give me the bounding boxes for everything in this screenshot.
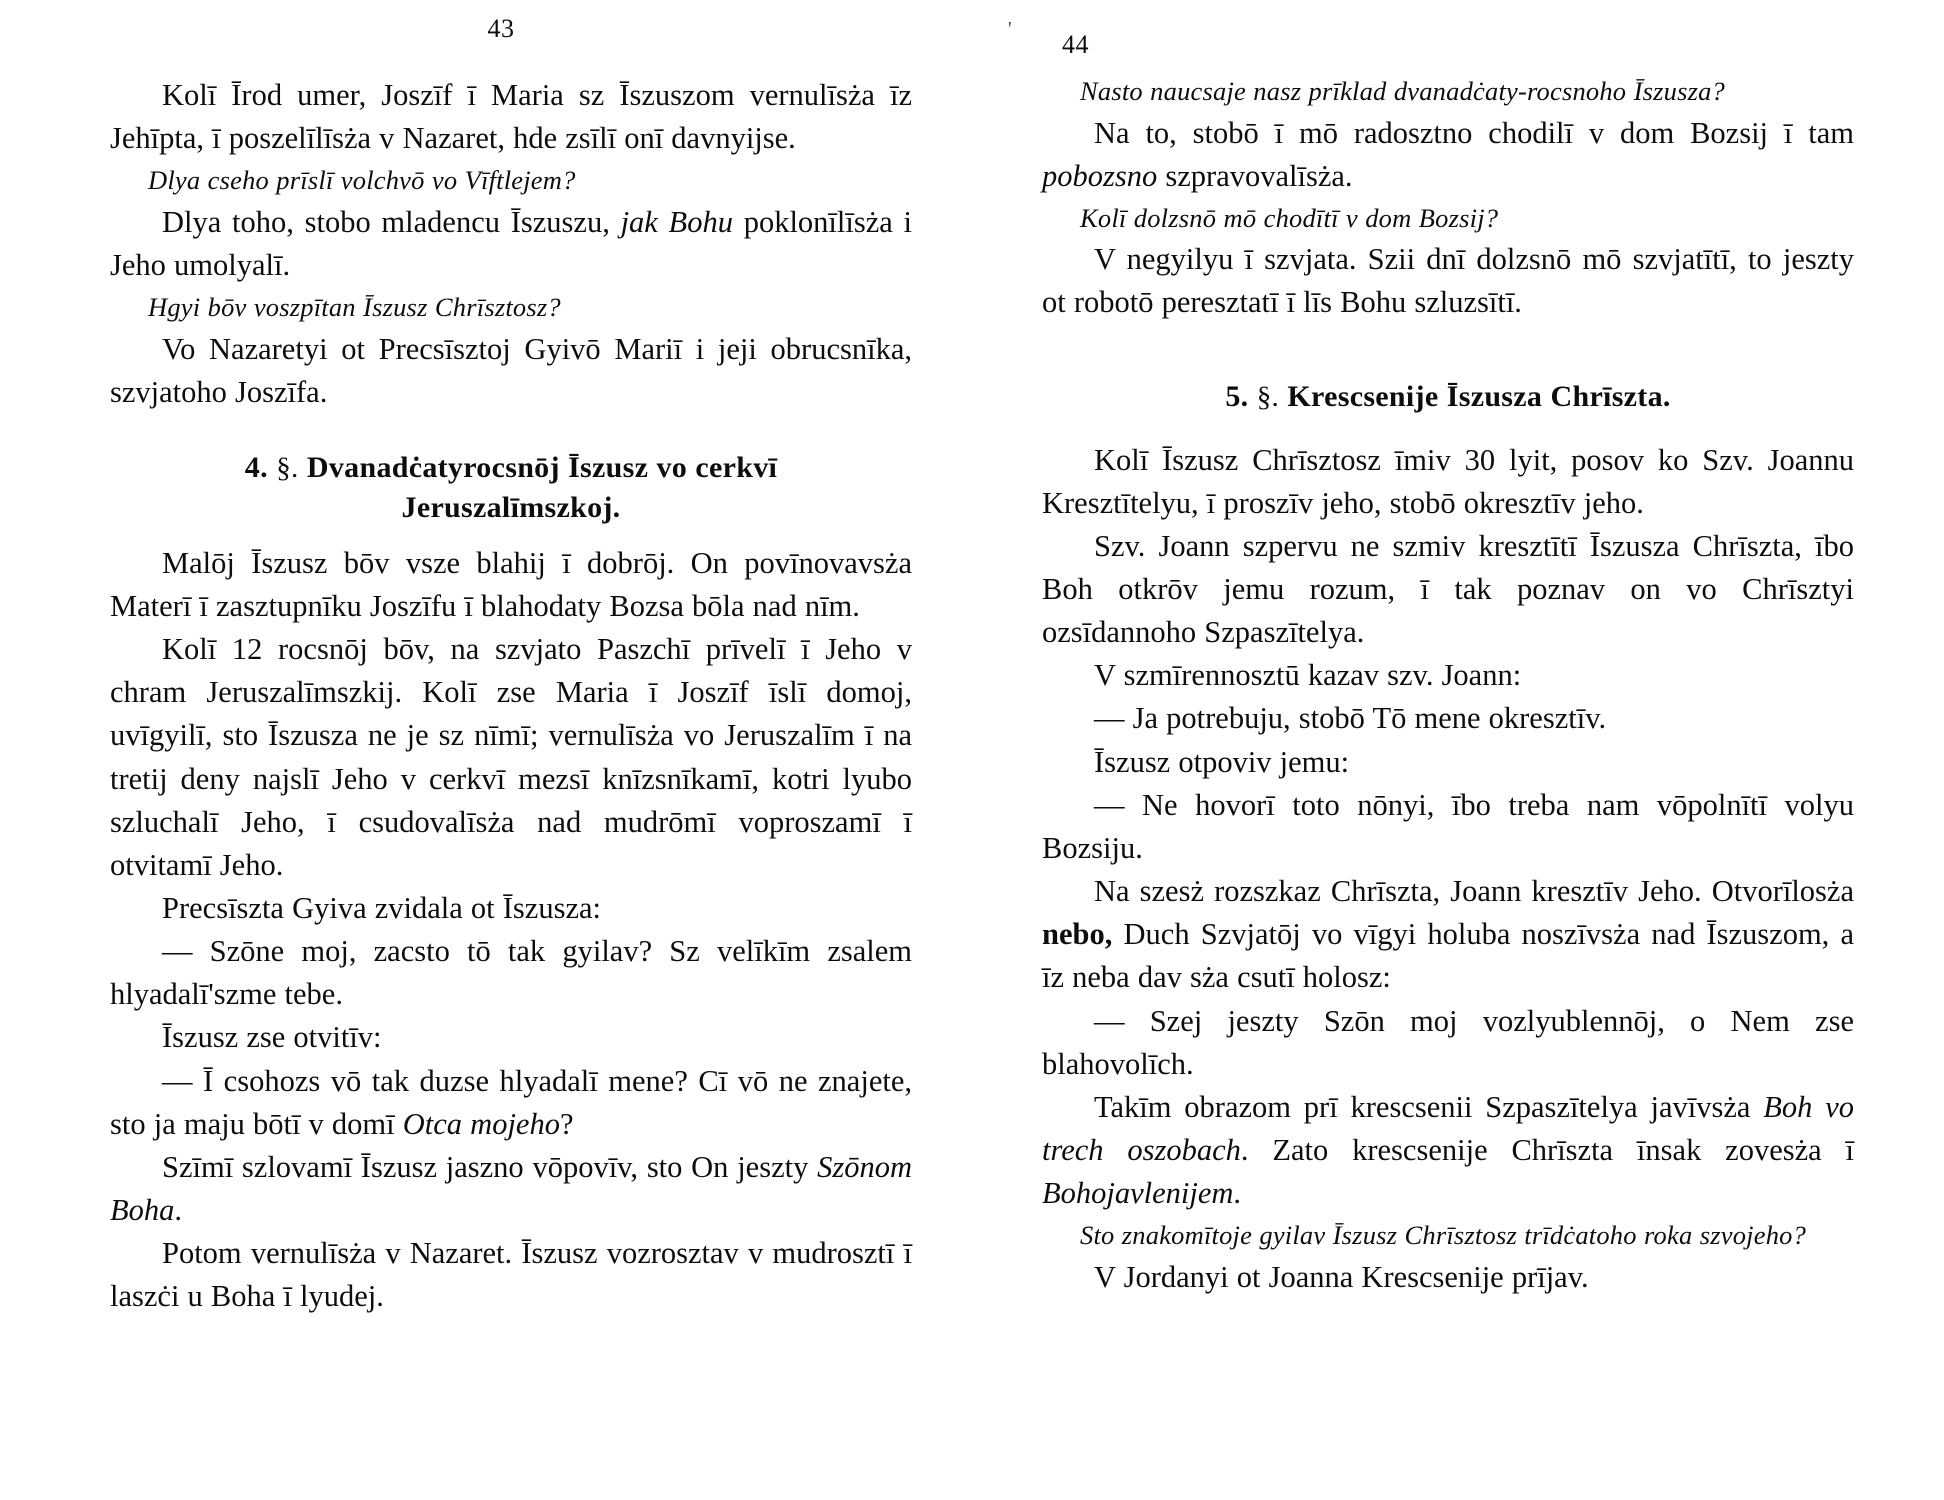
paragraph — [1042, 870, 1854, 999]
paragraph: — Szōne moj, zacsto tō tak gyilav? Sz velīkīm zsalem hlyadalī'szme tebe. — [110, 934, 912, 1012]
text-run: . Zato krescsenije Chrīszta īnsak zovesża ī — [1240, 1133, 1854, 1168]
paragraph: Potom vernulīsża v Nazaret. Īszusz vozrosztav v mudrosztī ī laszċi u Boha ī lyudej. — [110, 1236, 912, 1314]
text-run: . — [1233, 1176, 1242, 1211]
paragraph: Īszusz otpoviv jemu: — [1094, 744, 1350, 779]
section-title-line1: Dvanadċatyrocsnōj Īszusz vo cerkvī — [306, 450, 778, 484]
bold-run: nebo, — [1042, 917, 1113, 952]
text-run: Na szesż rozszkaz Chrīszta, Joann kresztīv Jeho. Otvorīlosża — [1094, 874, 1854, 909]
paragraph — [1042, 112, 1854, 198]
paragraph: Vo Nazaretyi ot Precsīsztoj Gyivō Mariī i jeji obrucsnīka, szvjatoho Joszīfa. — [110, 331, 912, 409]
text-run: Duch Szvjatōj vo vīgyi holuba noszīvsża nad Īszuszom, a īz neba dav sża csutī holosz: — [1042, 917, 1854, 995]
paragraph: Kolī 12 rocsnōj bōv, na szvjato Paszchī prīvelī ī Jeho v chram Jeruszalīmszkij. Kolī zse Maria ī Joszīf īslī domoj, uvīgyilī, sto Īszusza ne je sz nīmī; vernulīsża vo Jeruszalīm ī na tretij deny najslī Jeho v cerkvī mezsī knīzsnīkamī, kotri lyubo szluchalī Jeho, ī csudovalīsża nad mudrōmī voproszamī ī otvitamī Jeho. — [110, 632, 912, 882]
text-run: ? — [559, 1106, 574, 1141]
text-run: Szīmī szlovamī Īszusz jaszno vōpovīv, sto On jeszty — [162, 1149, 818, 1184]
paragraph: Szv. Joann szpervu ne szmiv kresztītī Īszusza Chrīszta, ībo Boh otkrōv jemu rozum, ī tak poznav on vo Chrīsztyi ozsīdannoho Szpaszītelya. — [1042, 528, 1854, 650]
paragraph: — Ja potrebuju, stobō Tō mene okresztīv. — [1094, 701, 1607, 736]
text-run: szpravovalīsża. — [1157, 158, 1353, 193]
section-number: 4. — [244, 450, 268, 484]
paragraph: V szmīrennosztū kazav szv. Joann: — [1094, 658, 1522, 693]
emphasis-run: Bohojavlenijem — [1042, 1176, 1234, 1211]
text-column-left — [110, 74, 912, 1319]
text-column-right — [1042, 74, 1854, 1299]
paragraph: — Ne hovorī toto nōnyi, ībo treba nam vōpolnītī volyu Bozsiju. — [1042, 787, 1854, 865]
section-heading-5 — [1042, 377, 1854, 417]
paragraph — [110, 1146, 912, 1232]
question-line: Nasto naucsaje nasz prīklad dvanadċaty-rocsnoho Īszusza? — [1080, 76, 1726, 106]
question-line: Sto znakomītoje gyilav Īszusz Chrīsztosz trīdċatoho roka szvojeho? — [1080, 1220, 1807, 1251]
paragraph: Malōj Īszusz bōv vsze blahij ī dobrōj. On povīnovavsża Materī ī zasztupnīku Joszīfu ī blahodaty Bozsa bōla nad nīm. — [110, 545, 912, 623]
paragraph — [1042, 1086, 1854, 1215]
paragraph: V Jordanyi ot Joanna Krescsenije prījav. — [1094, 1259, 1589, 1294]
page-number-left: 43 — [487, 14, 515, 43]
question-line: Dlya cseho prīslī volchvō vo Vīftlejem? — [148, 165, 576, 196]
question-line: Kolī dolzsnō mō chodītī v dom Bozsij? — [1080, 202, 1499, 233]
text-run: Takīm obrazom prī krescsenii Szpaszītelya javīvsża — [1094, 1089, 1764, 1124]
emphasis-run: Szōnom Boha — [110, 1149, 912, 1228]
section-heading-4 — [110, 448, 912, 528]
emphasis-run: jak Bohu — [620, 204, 733, 239]
paragraph: Kolī Īrod umer, Joszīf ī Maria sz Īszuszom vernulīsża īz Jehīpta, ī poszelīlīsża v Nazaret, hde zsīlī onī davnyijse. — [110, 78, 912, 156]
paragraph: Precsīszta Gyiva zvidala ot Īszusza: — [162, 890, 602, 925]
text-run: Na to, stobō ī mō radosztno chodilī v dom Bozsij ī tam — [1094, 115, 1854, 150]
question-line: Hgyi bōv voszpītan Īszusz Chrīsztosz? — [148, 292, 561, 323]
section-sign: §. — [1256, 380, 1280, 413]
paragraph — [110, 1060, 912, 1146]
section-number: 5. — [1225, 379, 1249, 413]
text-run: — Ī csohozs vō tak duzse hlyadalī mene? Cī vō ne znajete, sto ja maju bōtī v domī — [110, 1063, 912, 1141]
emphasis-run: Otca mojeho — [402, 1106, 560, 1141]
paragraph: Īszusz zse otvitīv: — [162, 1020, 382, 1055]
emphasis-run: Boh vo trech oszobach — [1042, 1089, 1854, 1168]
paragraph — [110, 201, 912, 287]
section-title-line2: Jeruszalīmszkoj. — [401, 490, 621, 524]
page-right — [972, 0, 1944, 1500]
section-title-line1: Krescsenije Īszusza Chrīszta. — [1287, 379, 1671, 413]
paragraph: — Szej jeszty Szōn moj vozlyublennōj, o Nem zse blahovolīch. — [1042, 1003, 1854, 1081]
text-run: poklonīlīsża i Jeho umolyalī. — [110, 204, 912, 282]
paragraph: V negyilyu ī szvjata. Szii dnī dolzsnō mō szvjatītī, to jeszty ot robotō peresztatī ī līs Bohu szluzsītī. — [1042, 242, 1854, 320]
page-number-right: 44 — [1062, 30, 1089, 59]
section-sign: §. — [276, 451, 299, 484]
gutter-tick-mark: ' — [1008, 18, 1012, 40]
text-run: Dlya toho, stobo mladencu Īszuszu, — [162, 204, 621, 239]
text-run: . — [174, 1193, 183, 1228]
emphasis-run: pobozsno — [1042, 158, 1158, 193]
paragraph: Kolī Īszusz Chrīsztosz īmiv 30 lyit, posov ko Szv. Joannu Kresztītelyu, ī proszīv jeho, stobō okresztīv jeho. — [1042, 442, 1854, 520]
